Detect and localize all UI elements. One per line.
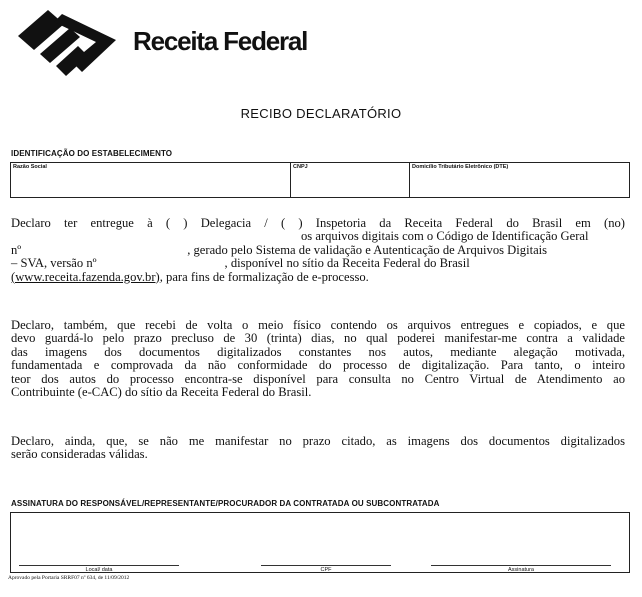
razao-social-cell[interactable] bbox=[11, 163, 291, 197]
p1-line-1: Declaro ter entregue à ( ) Delegacia / ( ) Inspetoria da Receita Federal do Brasil em (no) bbox=[11, 216, 625, 230]
cnpj-cell[interactable] bbox=[291, 163, 410, 197]
p1-line-4-start: – SVA, versão nº bbox=[11, 256, 97, 271]
signature-line bbox=[431, 565, 611, 566]
signature-heading: ASSINATURA DO RESPONSÁVEL/REPRESENTANTE/PROCURADOR DA CONTRATADA OU SUBCONTRATADA bbox=[11, 499, 440, 508]
document-title: RECIBO DECLARATÓRIO bbox=[240, 106, 402, 121]
receita-website-link[interactable]: (www.receita.fazenda.gov.br) bbox=[11, 269, 160, 284]
p1-line-3-end: , gerado pelo Sistema de validação e Autenticação de Arquivos Digitais bbox=[187, 242, 548, 257]
p1-line-5-end: , para fins de formalização de e-processo. bbox=[159, 269, 369, 284]
p1-line-3 bbox=[11, 244, 625, 257]
declaration-paragraph-2 bbox=[11, 319, 625, 399]
establishment-heading: IDENTIFICAÇÃO DO ESTABELECIMENTO bbox=[11, 149, 173, 158]
razao-social-label: Razão Social bbox=[13, 164, 47, 170]
dte-cell[interactable] bbox=[410, 163, 629, 197]
signature-label: Assinatura bbox=[508, 567, 534, 573]
p3-line: serão consideradas válidas. bbox=[11, 447, 148, 462]
local-date-line bbox=[19, 565, 179, 566]
dte-label: Domicílio Tributário Eletrônico (DTE) bbox=[412, 164, 509, 170]
p3-line: Declaro, ainda, que, se não me manifestar no prazo citado, as imagens dos documentos digitalizados bbox=[11, 434, 625, 448]
cnpj-label: CNPJ bbox=[293, 164, 308, 170]
p1-line-4-end: , disponível no sítio da Receita Federal do Brasil bbox=[224, 256, 470, 271]
declaration-paragraph-3 bbox=[11, 435, 625, 462]
receita-logo bbox=[18, 6, 128, 78]
cpf-line bbox=[261, 565, 391, 566]
cpf-label: CPF bbox=[320, 567, 332, 573]
receita-emblem-icon bbox=[18, 6, 128, 78]
p2-line: devo guardá-lo pelo prazo precluso de 30 (trinta) dias, no qual poderei manifestar-me contra a validade bbox=[11, 331, 625, 346]
p2-line: fundamentada e comprovada da não conformidade do processo de digitalização. Para tanto, o inteiro bbox=[11, 358, 625, 373]
declaration-paragraph-1 bbox=[11, 217, 625, 284]
local-date-label: Local/ data bbox=[85, 567, 113, 573]
establishment-table bbox=[10, 162, 630, 198]
brand-name: Receita Federal bbox=[133, 26, 308, 56]
p1-line-3-start: nº bbox=[11, 242, 22, 257]
p2-line: teor dos autos do processo encontra-se disponível para consulta no Centro Virtual de Atendimento ao bbox=[11, 371, 625, 386]
p2-line: Declaro, também, que recebi de volta o meio físico contendo os arquivos entregues e copiados, e que bbox=[11, 318, 625, 332]
p1-line-2: os arquivos digitais com o Código de Identificação Geral bbox=[301, 229, 589, 244]
p2-line: das imagens dos documentos digitalizados constantes nos autos, mediante alegação motivada, bbox=[11, 344, 625, 359]
p1-line-5 bbox=[11, 271, 625, 284]
p2-line: Contribuinte (e-CAC) do sítio da Receita Federal do Brasil. bbox=[11, 384, 312, 399]
p1-line-4 bbox=[11, 257, 625, 270]
approval-footnote: Aprovado pela Portaria SRRF07 nº 634, de 11/09/2012 bbox=[8, 575, 130, 581]
signature-box[interactable] bbox=[10, 512, 630, 573]
